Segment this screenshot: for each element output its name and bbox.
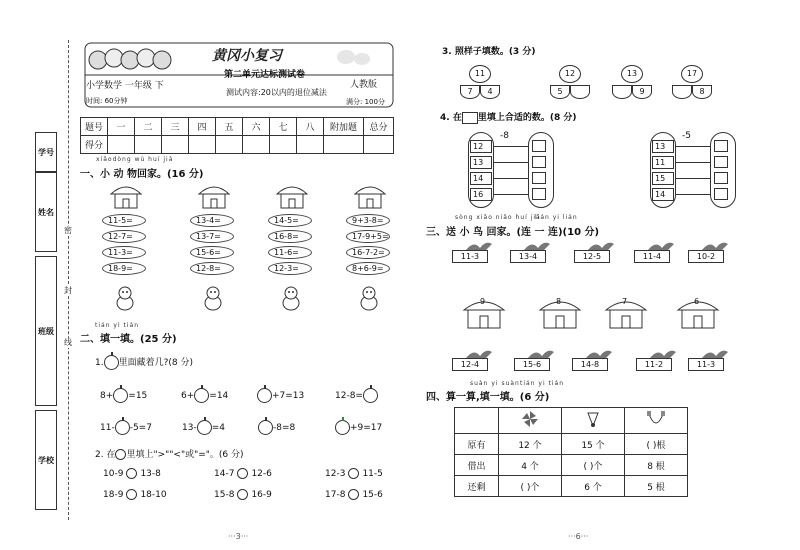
calc-cell: 8 根 <box>625 455 688 476</box>
flower-right-leaf[interactable]: 9 <box>632 85 652 99</box>
bird-house[interactable] <box>676 296 720 330</box>
s6-pinyin2: tián yi tián <box>520 380 565 387</box>
jump-rope-icon <box>625 408 688 434</box>
bird-label: 11-3 <box>688 358 724 371</box>
calc-cell: 15 个 <box>562 434 625 455</box>
chain-number: 15 <box>652 172 674 185</box>
chain-number: 14 <box>652 188 674 201</box>
bird-card[interactable] <box>634 240 678 266</box>
bird-label: 10-2 <box>688 250 724 263</box>
apple-eq: 8+ =15 <box>100 388 147 403</box>
bird-house[interactable] <box>462 296 506 330</box>
shuttlecock-icon <box>562 408 625 434</box>
bird-label: 12-5 <box>574 250 610 263</box>
chain-arrow <box>494 146 528 147</box>
flower-left-leaf: 5 <box>550 85 570 99</box>
compare-item: 10-9 13-8 <box>103 469 161 479</box>
bird-label: 13-4 <box>510 250 546 263</box>
score-header-cell: 总分 <box>364 118 394 136</box>
page-number-left: ···3··· <box>228 532 249 541</box>
score-table <box>80 117 394 154</box>
s1-pinyin: xiǎodòng wù huí jiā <box>96 156 174 163</box>
bird-card[interactable] <box>510 240 554 266</box>
equation-oval[interactable]: 9+3-8= <box>346 214 390 227</box>
animal-house <box>108 182 144 210</box>
seal-line <box>68 40 69 520</box>
calc-cell: 5 根 <box>625 476 688 497</box>
house-number: 9 <box>480 297 486 306</box>
chain-number: 13 <box>470 156 492 169</box>
score-cell[interactable] <box>364 136 394 154</box>
student-id-label: 学号 <box>35 132 57 172</box>
equation-oval[interactable]: 8+6-9= <box>346 262 390 275</box>
chain-arrow <box>676 162 710 163</box>
flower-top-number: 17 <box>681 65 703 83</box>
apple-blank[interactable] <box>194 388 209 403</box>
s5-title: 三、送 小 鸟 回家。(连 一 连)(10 分) <box>426 227 600 238</box>
bird-house[interactable] <box>604 296 648 330</box>
bird-label: 15-6 <box>514 358 550 371</box>
calc-blank[interactable]: ( )根 <box>625 434 688 455</box>
score-row-label: 得分 <box>81 136 108 154</box>
score-header-cell: 四 <box>189 118 216 136</box>
number-flower <box>672 63 712 107</box>
banner-subtitle: 第二单元达标测试卷 <box>224 70 306 80</box>
calc-cell: 6 个 <box>562 476 625 497</box>
chain-operator: -5 <box>682 131 691 141</box>
calc-blank[interactable]: ( )个 <box>499 476 562 497</box>
chain-arrow <box>494 178 528 179</box>
test-content: 测试内容:20以内的退位减法 <box>226 88 327 97</box>
s5-pinyin: sòng xiǎo niǎo huí jiā <box>455 214 541 221</box>
cat-icon <box>354 284 384 312</box>
s6-title: 四、算一算,填一填。(6 分) <box>426 392 550 403</box>
compare-circle[interactable] <box>237 468 248 479</box>
bird-card[interactable] <box>452 240 496 266</box>
equation-oval[interactable]: 17-9+5= <box>346 230 390 243</box>
flower-left-leaf[interactable] <box>612 85 632 99</box>
score-cell[interactable] <box>243 136 270 154</box>
house-number: 7 <box>622 297 628 306</box>
chain-arrow <box>676 146 710 147</box>
chain-answer-box[interactable] <box>532 156 546 168</box>
chain-number: 14 <box>470 172 492 185</box>
pinwheel-icon <box>499 408 562 434</box>
apple-blank[interactable] <box>257 388 272 403</box>
score-header-cell: 八 <box>297 118 324 136</box>
number-flower <box>550 63 590 107</box>
flower-top-number: 11 <box>469 65 491 83</box>
chain-answer-box[interactable] <box>532 140 546 152</box>
flower-left-leaf: 7 <box>460 85 480 99</box>
animal-house <box>352 182 388 210</box>
flower-left-leaf[interactable] <box>672 85 692 99</box>
score-header-cell: 一 <box>108 118 135 136</box>
apple-eq: 13- =4 <box>182 420 225 435</box>
chain-number: 11 <box>652 156 674 169</box>
equation-oval[interactable]: 11-6= <box>268 246 312 259</box>
bird-label: 11-4 <box>634 250 670 263</box>
equation-oval[interactable]: 16-8= <box>268 230 312 243</box>
s4-title: 4. 在 里填上合适的数。(8 分) <box>440 113 577 123</box>
calc-corner <box>455 408 499 434</box>
compare-circle[interactable] <box>126 468 137 479</box>
chain-operator: -8 <box>500 131 509 141</box>
flower-right-leaf[interactable] <box>570 85 590 99</box>
score-cell[interactable] <box>324 136 364 154</box>
score-cell[interactable] <box>135 136 162 154</box>
score-header-cell: 六 <box>243 118 270 136</box>
score-header-cell: 二 <box>135 118 162 136</box>
chain-answer-box[interactable] <box>714 172 728 184</box>
equation-oval[interactable]: 12-7= <box>102 230 146 243</box>
class-label: 班级 <box>35 256 57 406</box>
student-name-label: 姓名 <box>35 172 57 252</box>
chain-answer-box[interactable] <box>714 188 728 200</box>
compare-item: 12-3 11-5 <box>325 469 383 479</box>
seal-word: 密 <box>64 226 72 235</box>
animal-house <box>274 182 310 210</box>
grade-label: 小学数学 一年级 下 <box>86 81 164 91</box>
score-cell[interactable] <box>108 136 135 154</box>
apple-blank[interactable] <box>363 388 378 403</box>
q1-prompt: 1. 里面藏着几?(8 分) <box>95 355 193 370</box>
s5-pinyin2: lián yi lián <box>535 214 578 221</box>
flower-top-number: 12 <box>559 65 581 83</box>
apple-blank[interactable] <box>113 388 128 403</box>
apple-eq: -8=8 <box>258 420 295 435</box>
score-header-cell: 三 <box>162 118 189 136</box>
s2-pinyin: tián yì tián <box>95 322 140 329</box>
calc-cell: 4 个 <box>499 455 562 476</box>
equation-oval[interactable]: 18-9= <box>102 262 146 275</box>
chain-arrow <box>494 162 528 163</box>
apple-eq: 6+ =14 <box>181 388 228 403</box>
rabbit-icon <box>198 284 228 312</box>
equation-oval[interactable]: 13-4= <box>190 214 234 227</box>
calc-cell: 12 个 <box>499 434 562 455</box>
chain-answer-box[interactable] <box>532 172 546 184</box>
flower-right-leaf: 4 <box>480 85 500 99</box>
calc-row-label: 还剩 <box>455 476 499 497</box>
bird-label: 12-4 <box>452 358 488 371</box>
compare-circle[interactable] <box>348 468 359 479</box>
chain-answer-box[interactable] <box>714 156 728 168</box>
flower-top-number: 13 <box>621 65 643 83</box>
bird-card[interactable] <box>688 348 732 374</box>
bear-icon <box>276 284 306 312</box>
apple-blank[interactable] <box>197 420 212 435</box>
score-header-cell: 附加题 <box>324 118 364 136</box>
chain-number: 13 <box>652 140 674 153</box>
calc-blank[interactable]: ( )个 <box>562 455 625 476</box>
equation-oval[interactable]: 14-5= <box>268 214 312 227</box>
equation-oval[interactable]: 11-3= <box>102 246 146 259</box>
score-cell[interactable] <box>189 136 216 154</box>
number-flower <box>612 63 652 107</box>
equation-oval[interactable]: 12-8= <box>190 262 234 275</box>
s3-title: 3. 照样子填数。(3 分) <box>442 47 536 57</box>
compare-item: 17-8 15-6 <box>325 490 383 500</box>
chain-number: 16 <box>470 188 492 201</box>
page-number-right: ···6··· <box>568 532 589 541</box>
compare-circle[interactable] <box>126 489 137 500</box>
bird-label: 11-3 <box>452 250 488 263</box>
equation-oval[interactable]: 13-7= <box>190 230 234 243</box>
apple-blank[interactable] <box>335 420 350 435</box>
animal-house <box>196 182 232 210</box>
score-cell[interactable] <box>270 136 297 154</box>
number-flower <box>460 63 500 107</box>
exam-banner <box>84 42 394 108</box>
compare-item: 18-9 18-10 <box>103 490 167 500</box>
apple-blank[interactable] <box>115 420 130 435</box>
equation-oval[interactable]: 12-3= <box>268 262 312 275</box>
apple-eq: +9=17 <box>335 420 382 435</box>
score-cell[interactable] <box>216 136 243 154</box>
apple-eq: 11- -5=7 <box>100 420 152 435</box>
s2-title: 二、填一填。(25 分) <box>80 334 177 345</box>
compare-item: 15-8 16-9 <box>214 490 272 500</box>
calc-table <box>454 407 688 497</box>
calc-row-label: 借出 <box>455 455 499 476</box>
bird-house[interactable] <box>538 296 582 330</box>
score-header-cell: 七 <box>270 118 297 136</box>
compare-item: 14-7 12-6 <box>214 469 272 479</box>
compare-circle[interactable] <box>237 489 248 500</box>
bird-card[interactable] <box>452 348 496 374</box>
bird-card[interactable] <box>636 348 680 374</box>
apple-blank[interactable] <box>258 420 273 435</box>
edition-label: 人教版 <box>350 80 378 90</box>
chain-answer-box[interactable] <box>714 140 728 152</box>
apple-eq: +7=13 <box>257 388 304 403</box>
school-label: 学校 <box>35 410 57 510</box>
calc-row-label: 原有 <box>455 434 499 455</box>
equation-oval[interactable]: 11-5= <box>102 214 146 227</box>
score-cell[interactable] <box>162 136 189 154</box>
equation-oval[interactable]: 15-6= <box>190 246 234 259</box>
chain-arrow <box>676 178 710 179</box>
binding-strip <box>0 0 75 550</box>
house-number: 6 <box>694 297 700 306</box>
banner-title: 黄冈小复习 <box>212 48 282 64</box>
q2-prompt: 2. 在 里填上">""<"或"="。(6 分) <box>95 450 244 460</box>
time-label: 时间: 60分钟 <box>86 97 128 105</box>
equation-oval[interactable]: 16-7-2= <box>346 246 390 259</box>
full-score-label: 满分: 100分 <box>346 98 385 106</box>
chain-arrow <box>494 194 528 195</box>
apple-eq: 12-8= <box>335 388 378 403</box>
house-number: 8 <box>556 297 562 306</box>
score-header-cell: 题号 <box>81 118 108 136</box>
bird-card[interactable] <box>514 348 558 374</box>
bird-card[interactable] <box>574 240 618 266</box>
seal-word: 线 <box>64 338 72 347</box>
seal-word: 封 <box>64 286 72 295</box>
compare-circle[interactable] <box>348 489 359 500</box>
bird-label: 11-2 <box>636 358 672 371</box>
dog-icon <box>110 284 140 312</box>
bird-label: 14-8 <box>572 358 608 371</box>
score-header-cell: 五 <box>216 118 243 136</box>
score-cell[interactable] <box>297 136 324 154</box>
chain-arrow <box>676 194 710 195</box>
s1-title: 一、小 动 物回家。(16 分) <box>80 169 204 180</box>
chain-answer-box[interactable] <box>532 188 546 200</box>
bird-card[interactable] <box>572 348 616 374</box>
bird-card[interactable] <box>688 240 732 266</box>
s6-pinyin: suàn yi suàn <box>470 380 520 387</box>
chain-number: 12 <box>470 140 492 153</box>
flower-right-leaf[interactable]: 8 <box>692 85 712 99</box>
